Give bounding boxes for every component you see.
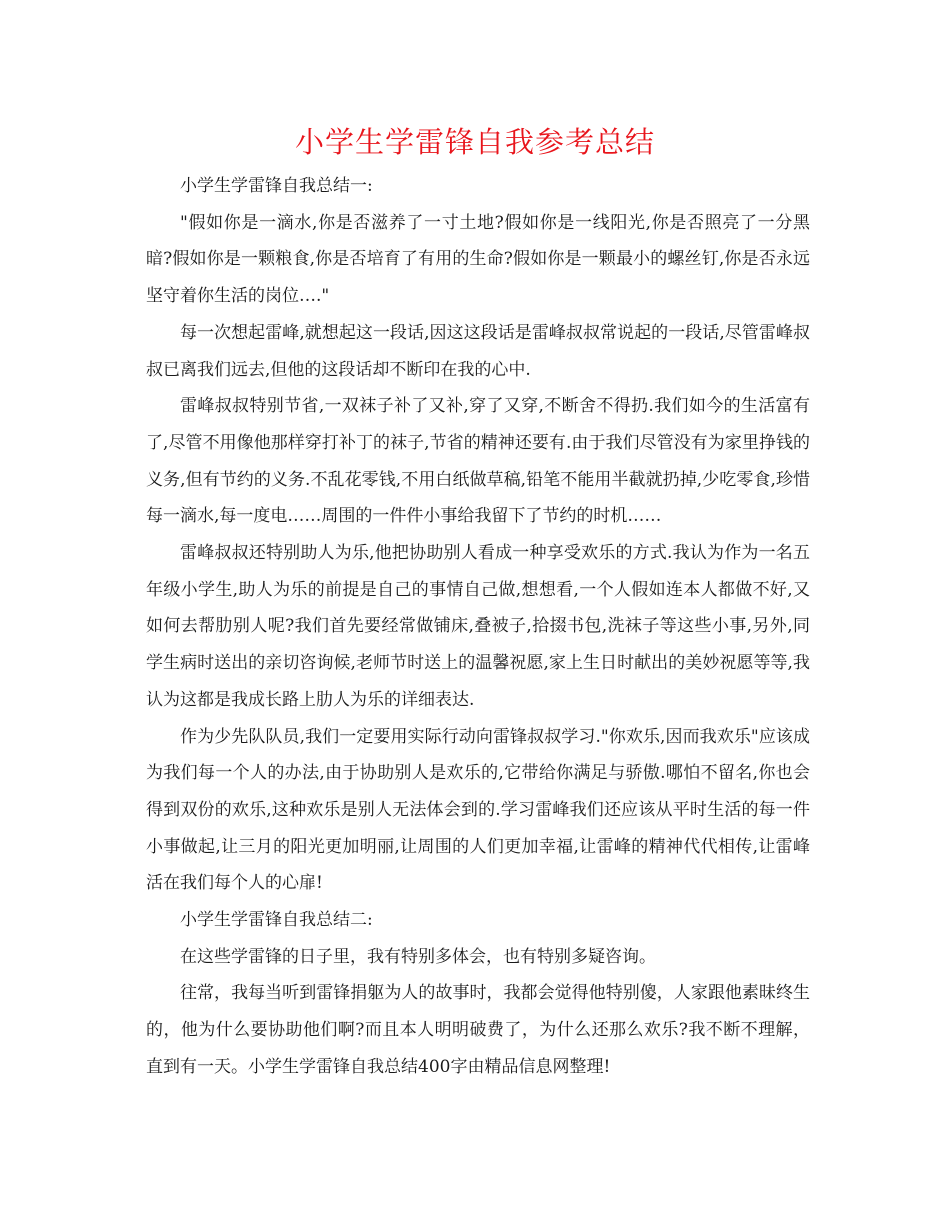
paragraph: 作为少先队队员,我们一定要用实际行动向雷锋叔叔学习."你欢乐,因而我欢乐"应该成为我们每一个人的办法,由于协助别人是欢乐的,它带给你满足与骄傲.哪怕不留名,你也会得到双份的欢乐,这种欢乐是别人无法体会到的.学习雷峰我们还应该从平时生活的每一件小事做起,让三月的阳光更加明丽,让周围的人们更加幸福,让雷峰的精神代代相传,让雷峰活在我们每个人的心扉! — [146, 726, 810, 894]
paragraph-quote: "假如你是一滴水,你是否滋养了一寸土地?假如你是一线阳光,你是否照亮了一分黑暗?假如你是一颗粮食,你是否培育了有用的生命?假如你是一颗最小的螺丝钉,你是否永远坚守着你生活的岗位…." — [146, 212, 810, 307]
paragraph: 每一次想起雷峰,就想起这一段话,因这这段话是雷峰叔叔常说起的一段话,尽管雷峰叔叔已离我们远去,但他的这段话却不断印在我的心中. — [146, 322, 810, 380]
paragraph: 往常，我每当听到雷锋捐躯为人的故事时，我都会觉得他特别傻，人家跟他素昧终生的，他为什么要协助他们啊?而且本人明明破费了，为什么还那么欢乐?我不断不理解，直到有一天。小学生学雷锋自我总结400字由精品信息网整理! — [146, 983, 810, 1077]
document-body — [146, 168, 810, 1086]
paragraph: 雷峰叔叔还特别助人为乐,他把协助别人看成一种享受欢乐的方式.我认为作为一名五年级小学生,助人为乐的前提是自己的事情自己做,想想看,一个人假如连本人都做不好,又如何去帮肋别人呢?我们首先要经常做铺床,叠被子,拾掇书包,洗袜子等这些小事,另外,同学生病时送出的亲切咨询候,老师节时送上的温馨祝愿,家上生日时献出的美妙祝愿等等,我认为这都是我成长路上肋人为乐的详细表达. — [146, 543, 810, 710]
paragraph: 在这些学雷锋的日子里，我有特别多体会，也有特别多疑咨询。 — [180, 946, 656, 967]
heading-summary-two: 小学生学雷锋自我总结二: — [180, 910, 373, 931]
paragraph: 雷峰叔叔特别节省,一双袜子补了又补,穿了又穿,不断舍不得扔.我们如今的生活富有了,尽管不用像他那样穿打补丁的袜子,节省的精神还要有.由于我们尽管没有为家里挣钱的义务,但有节约的义务.不乱花零钱,不用白纸做草稿,铅笔不能用半截就扔掉,少吃零食,珍惜每一滴水,每一度电……周围的一件件小事给我留下了节约的时机…… — [146, 396, 810, 527]
document-title: 小学生学雷锋自我参考总结 — [294, 125, 655, 159]
heading-summary-one: 小学生学雷锋自我总结一: — [180, 176, 373, 196]
